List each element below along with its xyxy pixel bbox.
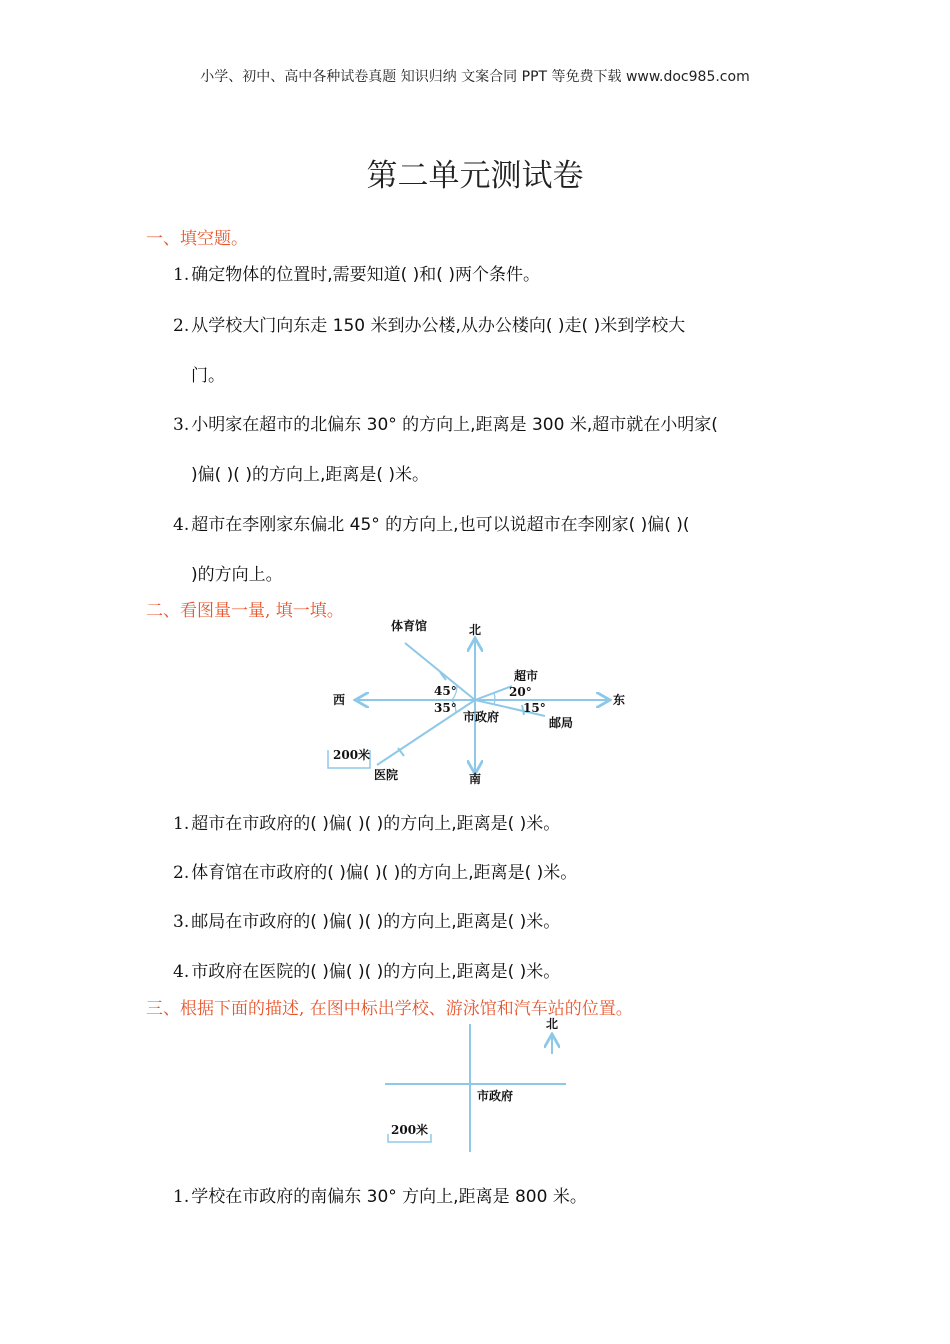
s1-question-2-continued: 门。 [191, 366, 225, 386]
question-text: 体育馆在市政府的( )偏( )( )的方向上,距离是( )米。 [191, 863, 578, 883]
s1-question-3 [173, 410, 718, 435]
s2-question-3 [173, 907, 560, 932]
angle-45-label: 45° [434, 684, 457, 698]
city-hall-label: 市政府 [477, 1089, 514, 1103]
scale-label: 200米 [391, 1123, 429, 1137]
stadium-label: 体育馆 [391, 619, 428, 633]
s3-question-1 [173, 1182, 587, 1207]
question-number: 3. [173, 415, 190, 435]
scale-label: 200米 [333, 748, 371, 762]
s2-question-2 [173, 858, 577, 883]
s1-question-2 [173, 311, 685, 336]
question-text: 超市在李刚家东偏北 45° 的方向上,也可以说超市在李刚家( )偏( )( [191, 515, 690, 535]
section-3-heading: 三、根据下面的描述, 在图中标出学校、游泳馆和汽车站的位置。 [146, 999, 633, 1019]
angle-35-label: 35° [434, 701, 457, 715]
question-number: 3. [173, 912, 190, 932]
question-text: 从学校大门向东走 150 米到办公楼,从办公楼向( )走( )米到学校大 [191, 316, 686, 336]
question-text: 小明家在超市的北偏东 30° 的方向上,距离是 300 米,超市就在小明家( [191, 415, 718, 435]
south-label: 南 [469, 772, 482, 786]
question-number: 1. [173, 1187, 190, 1207]
city-hall-label: 市政府 [463, 710, 500, 724]
hospital-label: 医院 [374, 768, 399, 782]
question-text: 市政府在医院的( )偏( )( )的方向上,距离是( )米。 [191, 962, 561, 982]
site-header: 小学、初中、高中各种试卷真题 知识归纳 文案合同 PPT 等免费下载 www.doc985.com [200, 69, 750, 85]
section-1-heading: 一、填空题。 [146, 229, 248, 249]
s1-question-4-continued: )的方向上。 [191, 565, 283, 585]
supermarket-ray [475, 686, 512, 700]
question-number: 2. [173, 863, 190, 883]
question-text: 确定物体的位置时,需要知道( )和( )两个条件。 [191, 265, 540, 285]
question-text: 学校在市政府的南偏东 30° 方向上,距离是 800 米。 [191, 1187, 587, 1207]
s1-question-3-continued: )偏( )( )的方向上,距离是( )米。 [191, 465, 430, 485]
post-office-label: 邮局 [549, 716, 574, 730]
north-label: 北 [469, 623, 482, 637]
question-number: 4. [173, 962, 190, 982]
s2-question-1 [173, 809, 560, 834]
question-number: 4. [173, 515, 190, 535]
direction-diagram [0, 600, 950, 800]
question-number: 2. [173, 316, 190, 336]
angle-20-label: 20° [509, 685, 532, 699]
s1-question-1 [173, 260, 540, 285]
east-label: 东 [613, 693, 626, 707]
question-text: 超市在市政府的( )偏( )( )的方向上,距离是( )米。 [191, 814, 561, 834]
page-title: 第二单元测试卷 [366, 158, 584, 194]
angle-15-label: 15° [523, 701, 546, 715]
north-label: 北 [546, 1017, 559, 1031]
s1-question-4 [173, 510, 690, 535]
hospital-ray [377, 700, 475, 765]
section-2-heading: 二、看图量一量, 填一填。 [146, 601, 344, 621]
s2-question-4 [173, 957, 560, 982]
question-number: 1. [173, 814, 190, 834]
question-number: 1. [173, 265, 190, 285]
question-text: 邮局在市政府的( )偏( )( )的方向上,距离是( )米。 [191, 912, 561, 932]
angle-arc-20 [494, 693, 495, 700]
supermarket-label: 超市 [514, 669, 539, 683]
blank-direction-diagram [0, 1010, 950, 1160]
west-label: 西 [333, 693, 346, 707]
